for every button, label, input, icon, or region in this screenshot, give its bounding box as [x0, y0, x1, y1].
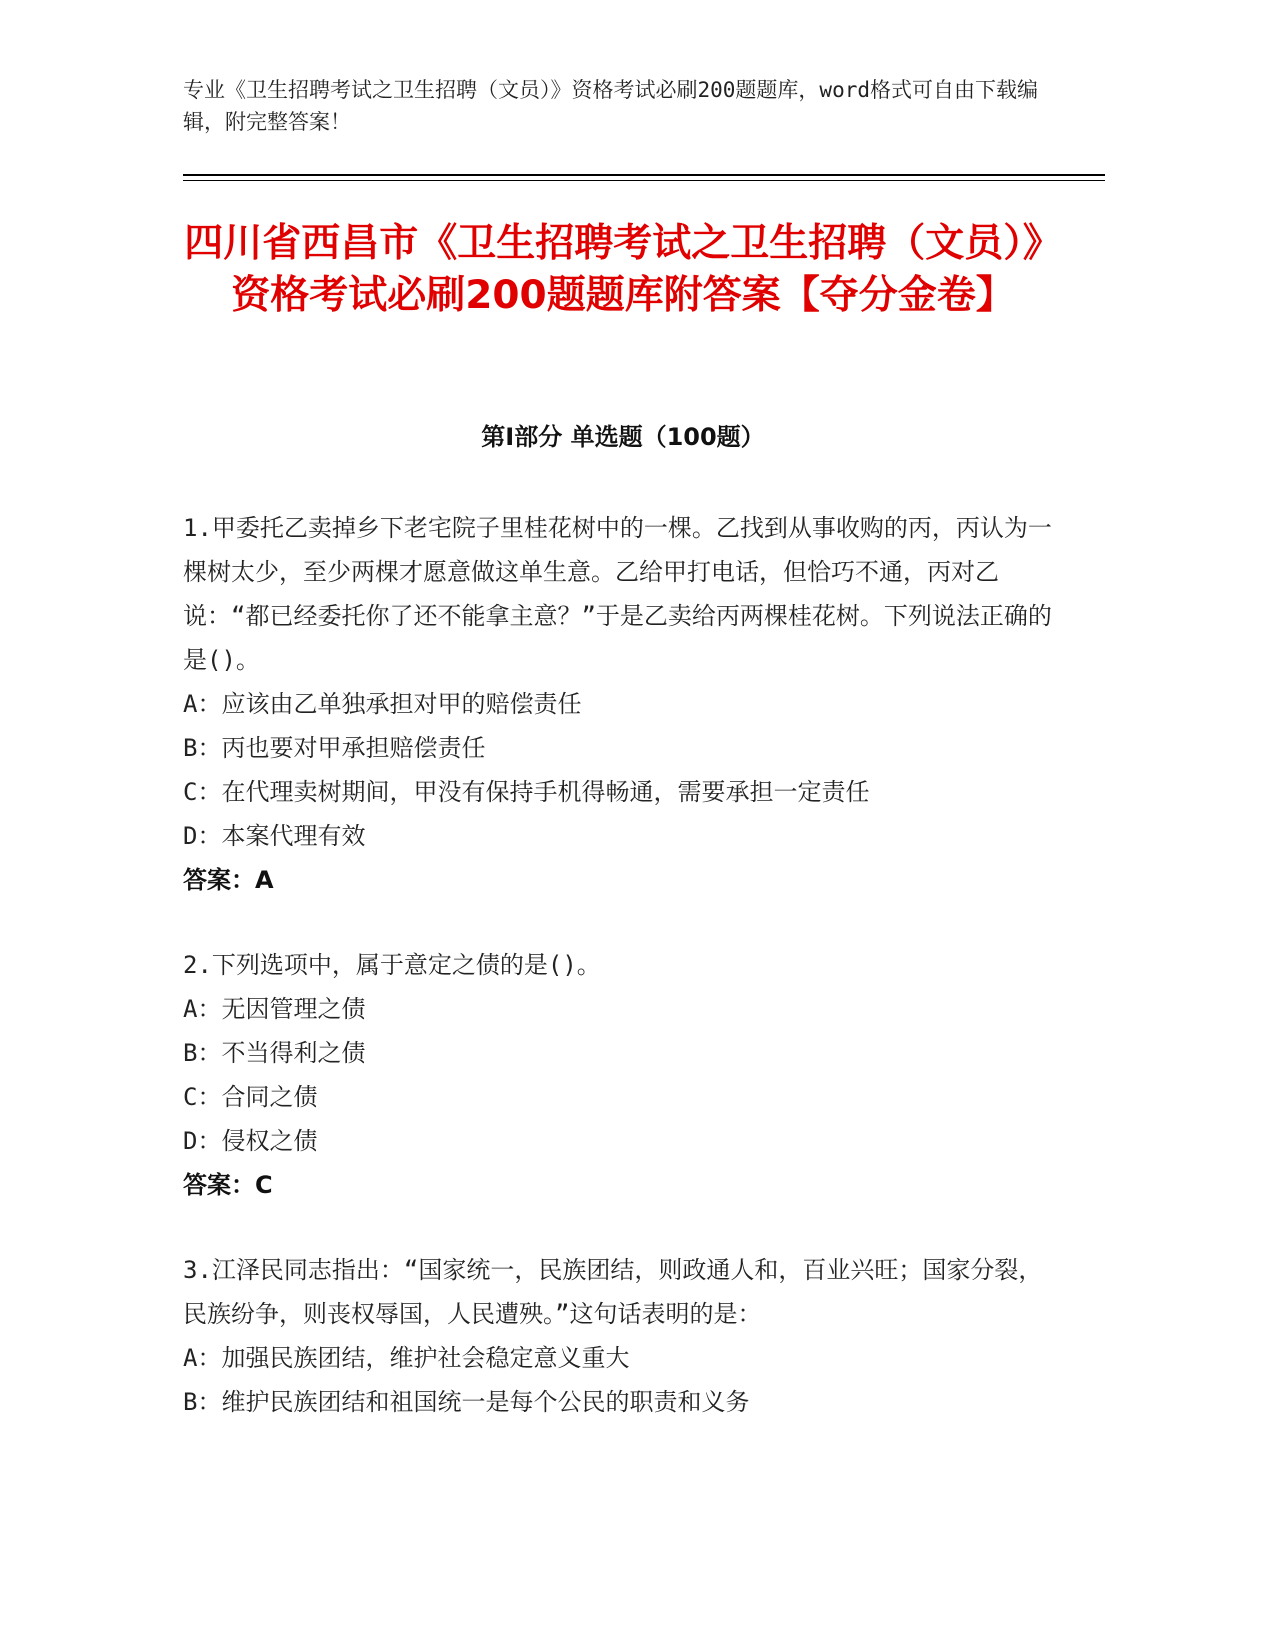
option-c: C：在代理卖树期间，甲没有保持手机得畅通，需要承担一定责任: [183, 778, 870, 806]
question-list: [183, 506, 1053, 1465]
answer: 答案：C: [183, 1171, 273, 1199]
question-1: [183, 506, 1053, 902]
question-3: [183, 1248, 1053, 1424]
option-a: A：应该由乙单独承担对甲的赔偿责任: [183, 690, 582, 718]
answer: 答案：A: [183, 866, 274, 894]
question-stem: 1.甲委托乙卖掉乡下老宅院子里桂花树中的一棵。乙找到从事收购的丙，丙认为一棵树太少，至少两棵才愿意做这单生意。乙给甲打电话，但恰巧不通，丙对乙说：“都已经委托你了还不能拿主意？”于是乙卖给丙两棵桂花树。下列说法正确的是()。: [183, 514, 1052, 674]
option-b: B：丙也要对甲承担赔偿责任: [183, 734, 486, 762]
option-d: D：本案代理有效: [183, 822, 366, 850]
section-title: 第Ⅰ部分 单选题（100题）: [481, 423, 765, 451]
option-a: A：加强民族团结，维护社会稳定意义重大: [183, 1344, 630, 1372]
question-stem: 2.下列选项中，属于意定之债的是()。: [183, 951, 601, 979]
document-title: 四川省西昌市《卫生招聘考试之卫生招聘（文员）》资格考试必刷200题题库附答案【夺分金卷】: [184, 221, 1062, 318]
option-d: D：侵权之债: [183, 1127, 318, 1155]
header-note: 专业《卫生招聘考试之卫生招聘（文员）》资格考试必刷200题题库，word格式可自由下载编辑，附完整答案！: [183, 78, 1038, 134]
option-b: B：维护民族团结和祖国统一是每个公民的职责和义务: [183, 1388, 750, 1416]
header-divider-thick: [183, 174, 1105, 176]
header-divider-thin: [183, 180, 1105, 181]
option-c: C：合同之债: [183, 1083, 318, 1111]
option-b: B：不当得利之债: [183, 1039, 366, 1067]
question-2: [183, 943, 1053, 1207]
option-a: A：无因管理之债: [183, 995, 366, 1023]
question-stem: 3.江泽民同志指出：“国家统一，民族团结，则政通人和，百业兴旺；国家分裂，民族纷争，则丧权辱国，人民遭殃。”这句话表明的是：: [183, 1256, 1043, 1328]
